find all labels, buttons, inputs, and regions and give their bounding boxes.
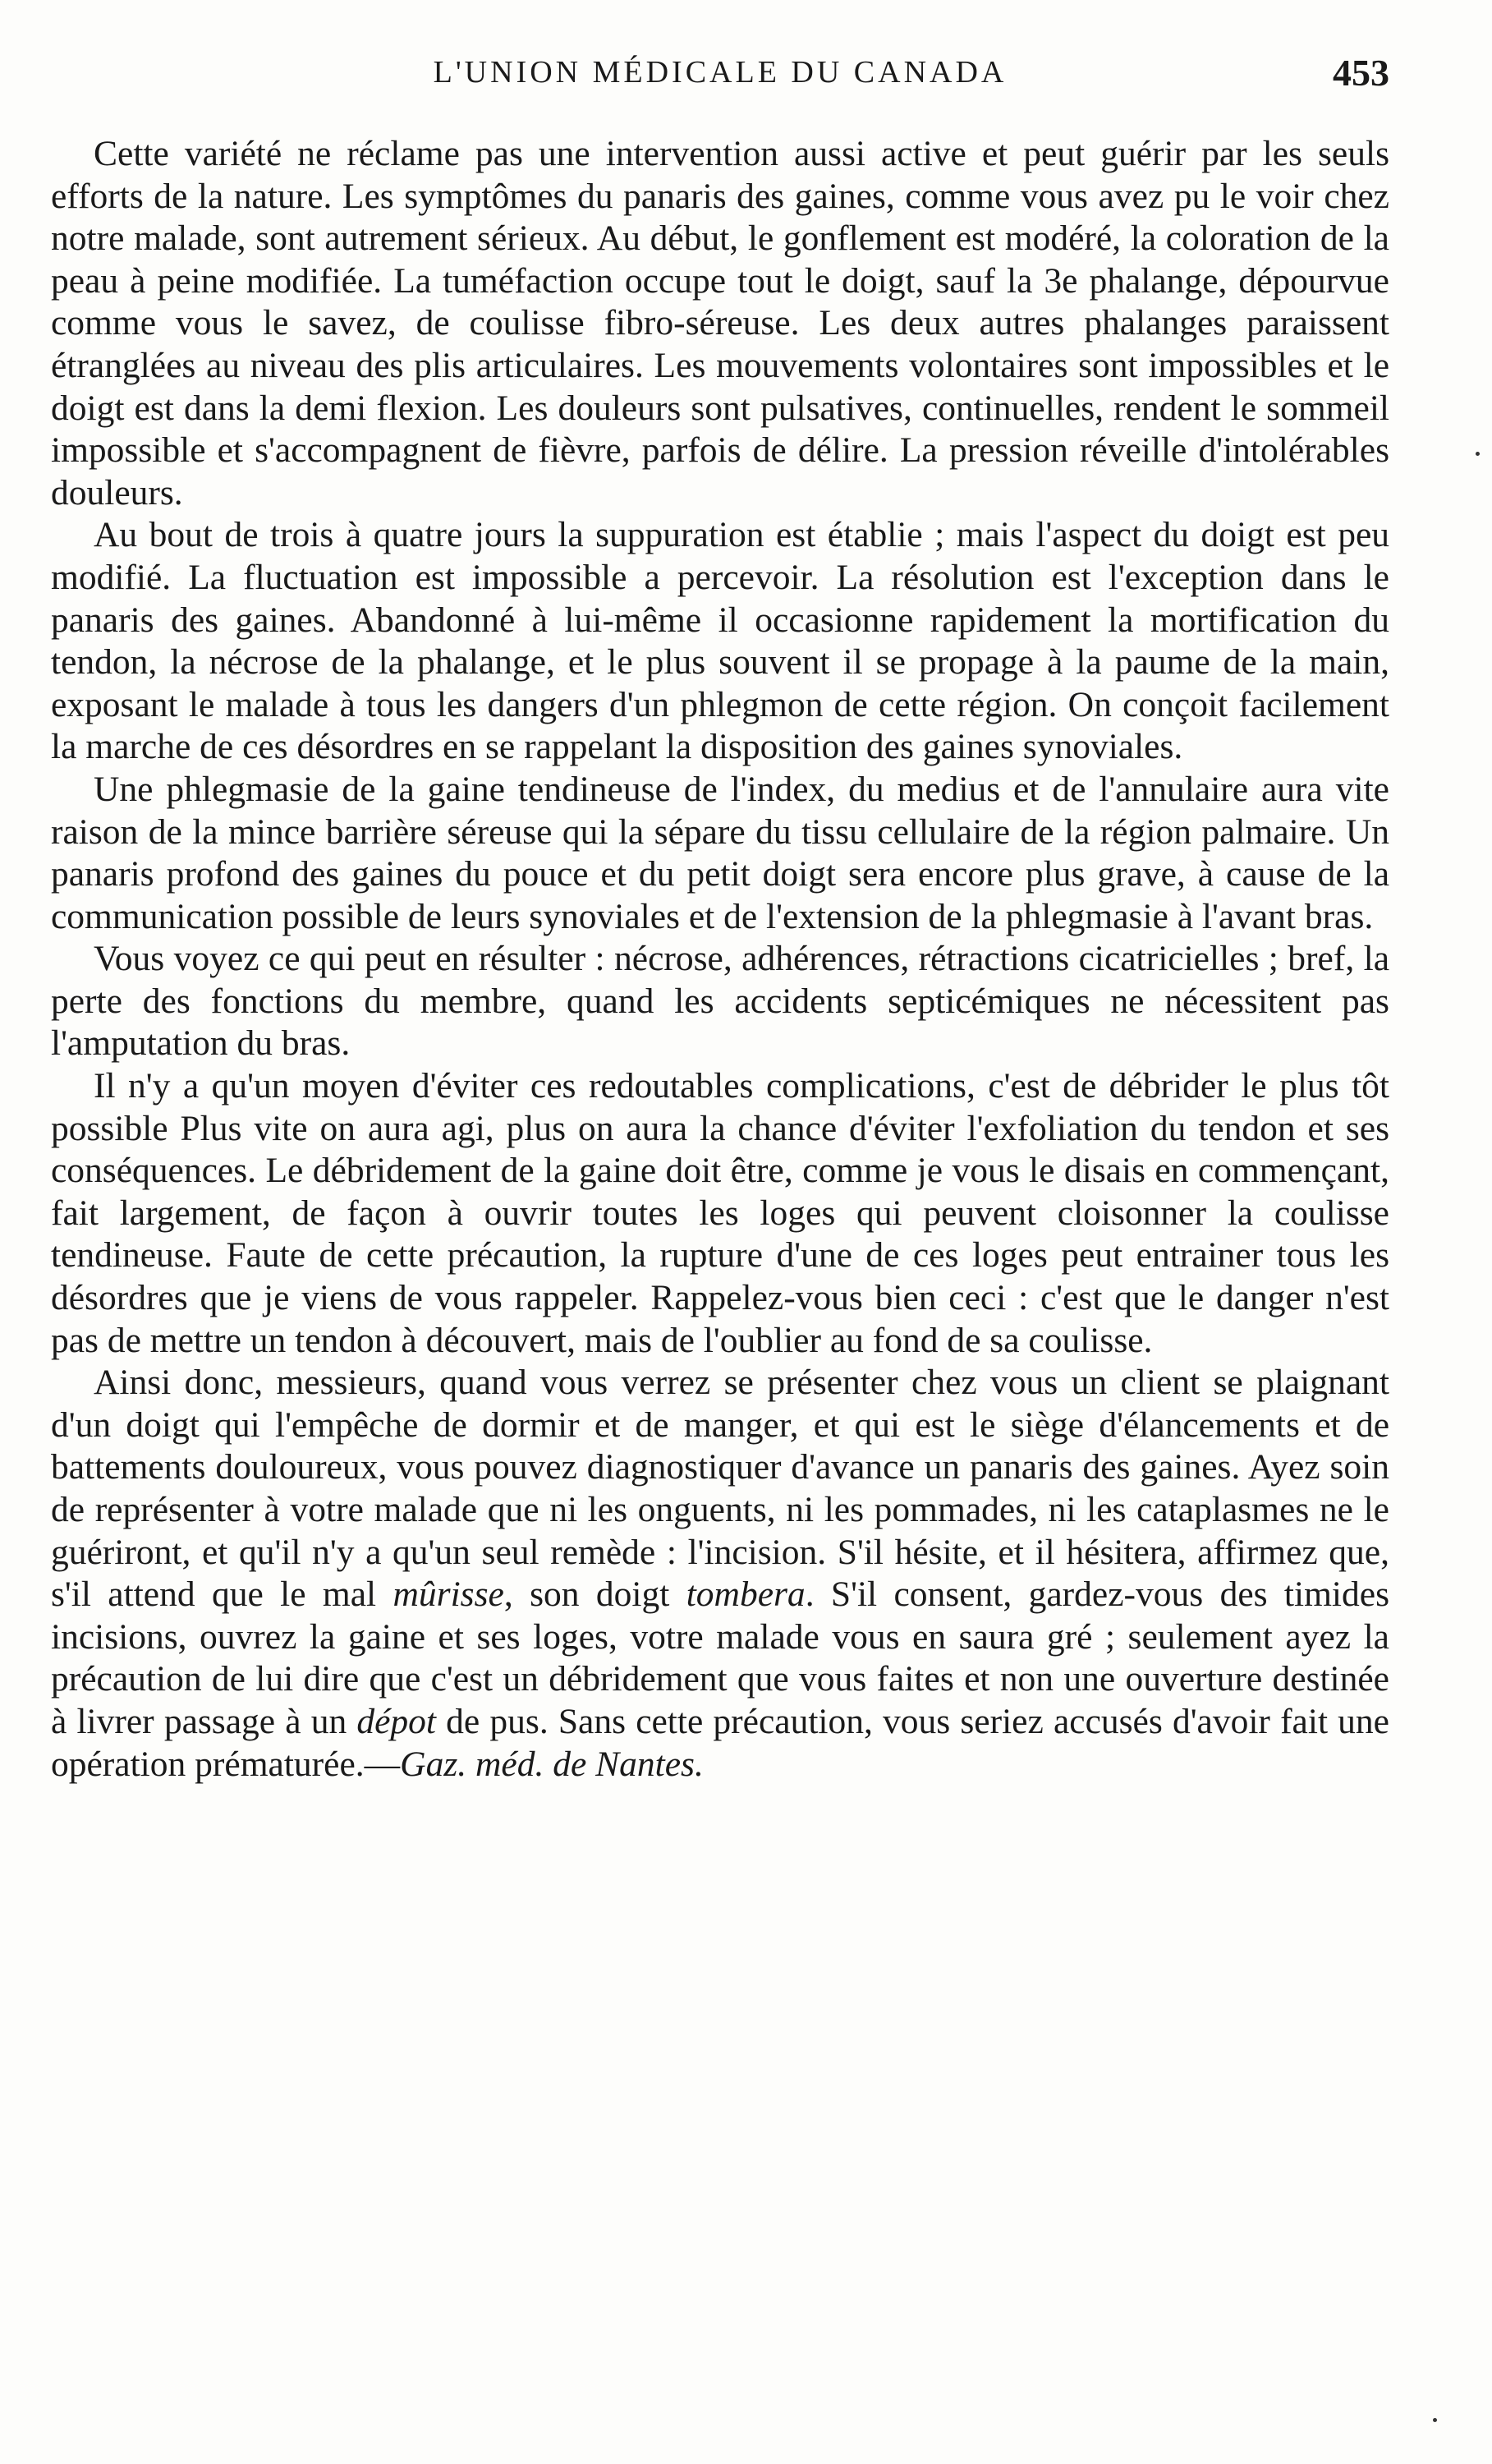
paragraph-6-text-a: Ainsi donc, messieurs, quand vous verrez se présenter chez vous un client se plaignant d'un doigt qui l'empêche de dormir et de manger, et qui est le siège d'élancements et de battements douloureux, vous pouvez diagnostiquer d'avance un panaris des gaines. Ayez soin de représenter à votre malade que ni les onguents, ni les pommades, ni les cataplasmes ne le guériront, et qu'il n'y a qu'un seul remède : l'incision. S'il hésite, et il hésitera, affirmez que, s'il attend que le mal [51,1363,1389,1615]
article-body [51,133,1389,1786]
paragraph-6-text-c: . S'il consent, gardez-vous des timides incisions, ouvrez la gaine et ses loges, votre malade vous en saura gré ; seulement ayez la précaution de lui dire que c'est un débridement que vous faites et non une ouverture destinée à livrer passage à un [51,1574,1389,1741]
paragraph-6 [51,1362,1389,1786]
paragraph-4: Vous voyez ce qui peut en résulter : nécrose, adhérences, rétractions cicatricielles ; bref, la perte des fonctions du membre, quand les accidents septicémiques ne nécessitent pas l'amputation du bras. [51,939,1389,1064]
italic-murisse: mûrisse [393,1574,504,1615]
italic-depot: dépot [356,1701,437,1741]
paragraph-5: Il n'y a qu'un moyen d'éviter ces redoutables complications, c'est de débrider le plus tôt possible Plus vite on aura agi, plus on aura la chance d'éviter l'exfoliation du tendon et ses conséquences. Le débridement de la gaine doit être, comme je vous le disais en commençant, fait largement, de façon à ouvrir toutes les loges qui peuvent cloisonner la coulisse tendineuse. Faute de cette précaution, la rupture d'une de ces loges peut entrainer tous les désordres que je viens de vous rappeler. Rappelez-vous bien ceci : c'est que le danger n'est pas de mettre un tendon à découvert, mais de l'oublier au fond de sa coulisse. [51,1066,1389,1360]
margin-speck [1433,2418,1437,2422]
paragraph-1: Cette variété ne réclame pas une intervention aussi active et peut guérir par les seuls efforts de la nature. Les symptômes du panaris des gaines, comme vous avez pu le voir chez notre malade, sont autrement sérieux. Au début, le gonflement est modéré, la coloration de la peau à peine modifiée. La tuméfaction occupe tout le doigt, sauf la 3e phalange, dépourvue comme vous le savez, de coulisse fibro-séreuse. Les deux autres phalanges paraissent étranglées au niveau des plis articulaires. Les mouvements volontaires sont impossibles et le doigt est dans la demi flexion. Les douleurs sont pulsatives, continuelles, rendent le sommeil impossible et s'accompagnent de fièvre, parfois de délire. La pression réveille d'intolérables douleurs. [51,134,1389,513]
paragraph-6-text-b: , son doigt [503,1574,686,1615]
paragraph-2: Au bout de trois à quatre jours la suppuration est établie ; mais l'aspect du doigt est peu modifié. La fluctuation est impossible a percevoir. La résolution est l'exception dans le panaris des gaines. Abandonné à lui-même il occasionne rapidement la mortification du tendon, la nécrose de la phalange, et le plus souvent il se propage à la paume de la main, exposant le malade à tous les dangers d'un phlegmon de cette région. On conçoit facilement la marche de ces désordres en se rappelant la disposition des gaines synoviales. [51,515,1389,767]
margin-speck [1476,452,1480,456]
running-head [51,48,1389,105]
paragraph-3: Une phlegmasie de la gaine tendineuse de l'index, du medius et de l'annulaire aura vite raison de la mince barrière séreuse qui la sépare du tissu cellulaire de la région palmaire. Un panaris profond des gaines du pouce et du petit doigt sera encore plus grave, à cause de la communication possible de leurs synoviales et de l'extension de la phlegmasie à l'avant bras. [51,769,1389,936]
journal-title: L'UNION MÉDICALE DU CANADA [433,55,1008,90]
page [51,48,1389,1786]
paragraph-6-text-d: de pus. Sans cette précaution, vous seriez accusés d'avoir fait une opération prématurée.— [51,1701,1389,1784]
source-citation: Gaz. méd. de Nantes. [400,1744,704,1784]
italic-tombera: tombera [686,1574,806,1615]
page-number: 453 [1333,52,1389,94]
